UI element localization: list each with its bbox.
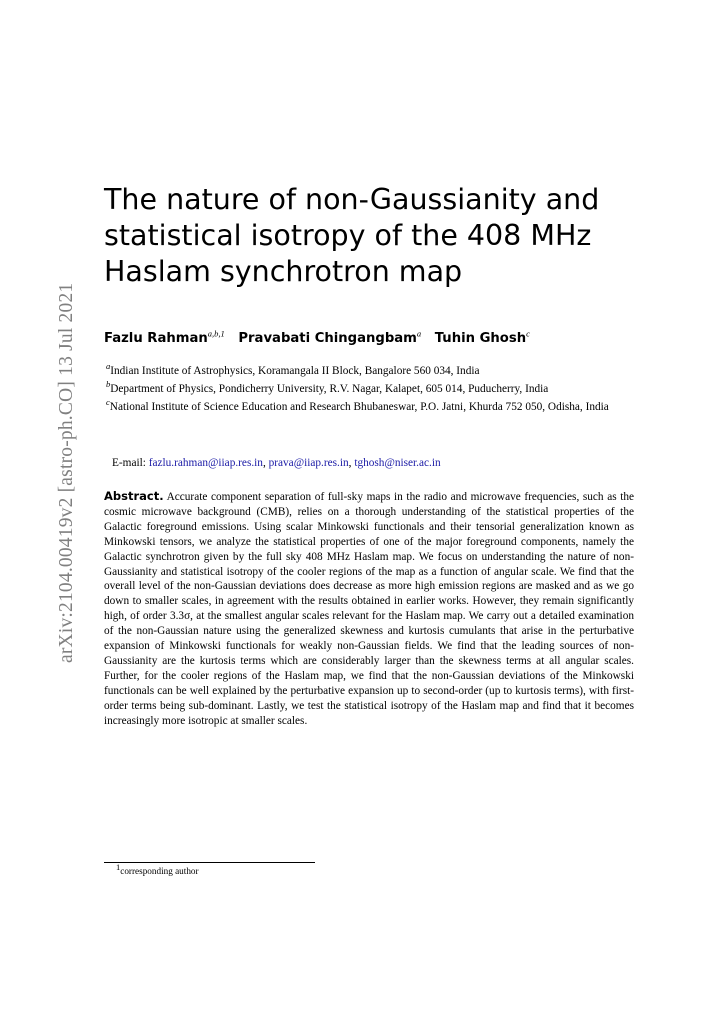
affiliation-mark: a — [106, 361, 111, 372]
author-3 — [434, 328, 530, 346]
author-1 — [104, 328, 225, 346]
author-2 — [238, 328, 422, 346]
author-affiliation-marks: a,b,1 — [207, 328, 225, 339]
affiliation-c — [106, 399, 636, 415]
footnote-divider — [104, 862, 315, 863]
author-name: Pravabati Chingangbam — [238, 331, 417, 346]
abstract-text: Accurate component separation of full-sky maps in the radio and microwave frequencies, such as the cosmic microwave background (CMB), relies on a thorough understanding of the statistical properties of the Galactic foreground emissions. Using scalar Minkowski functionals and their tensorial generalization known as Minkowski tensors, we analyze the statistical properties of one of the major foreground components, namely the Galactic synchrotron given by the full sky 408 MHz Haslam map. We focus on understanding the nature of non-Gaussianity and statistical isotropy of the cooler regions of the map as a function of angular scale. We find that the overall level of the non-Gaussian deviations does decrease as more high emission regions are masked and as we go down to smaller scales, in agreement with the results obtained in earlier works. However, they remain significantly high, of order 3.3σ, at the smallest angular scales relevant for the Haslam map. We carry out a detailed examination of the non-Gaussian nature using the generalized skewness and kurtosis cumulants that arise in the perturbative expansion of Minkowski functionals for weakly non-Gaussian fields. We find that the leading sources of non-Gaussianity are the kurtosis terms which are considerably larger than the skewness terms at all angular scales. Further, for the cooler regions of the Haslam map, we find that the non-Gaussian deviations of the Minkowski functionals can be well explained by the perturbative expansion up to second-order (up to kurtosis terms), with first-order terms being sub-dominant. Lastly, we test the statistical isotropy of the Haslam map and find that it becomes increasingly more isotropic at smaller scales. — [104, 491, 635, 727]
affiliation-b — [106, 381, 636, 397]
paper-title: The nature of non-Gaussianity and statistical isotropy of the 408 MHz Haslam synchrotron map — [104, 183, 600, 288]
affiliation-text: National Institute of Science Education and Research Bhubaneswar, P.O. Jatni, Khurda 752 050, Odisha, India — [109, 401, 609, 413]
email-link-2[interactable]: prava@iiap.res.in — [268, 457, 349, 469]
footnote-text: corresponding author — [120, 866, 199, 876]
affiliation-text: Department of Physics, Pondicherry University, R.V. Nagar, Kalapet, 605 014, Puducherry, India — [110, 383, 549, 395]
affiliation-mark: c — [106, 397, 110, 408]
affiliation-mark: b — [106, 379, 111, 390]
email-label: E-mail: — [112, 457, 146, 469]
abstract-heading: Abstract. — [104, 489, 164, 503]
email-link-3[interactable]: tghosh@niser.ac.in — [354, 457, 441, 469]
email-link-1[interactable]: fazlu.rahman@iiap.res.in — [148, 457, 263, 469]
email-line — [112, 457, 441, 469]
abstract — [104, 489, 634, 729]
author-name: Fazlu Rahman — [104, 331, 208, 346]
author-name: Tuhin Ghosh — [434, 331, 527, 346]
footnote-mark: 1 — [116, 861, 121, 872]
author-affiliation-marks: a — [416, 328, 422, 339]
author-list — [104, 328, 644, 346]
affiliation-text: Indian Institute of Astrophysics, Koramangala II Block, Bangalore 560 034, India — [110, 365, 480, 377]
author-affiliation-marks: c — [526, 328, 530, 339]
affiliation-a — [106, 363, 636, 379]
affiliation-list — [106, 363, 636, 417]
email-separator: , — [348, 457, 352, 469]
footnote — [116, 861, 199, 876]
arxiv-identifier-stamp: arXiv:2104.00419v2 [astro-ph.CO] 13 Jul 2021 — [56, 282, 77, 663]
email-separator: , — [262, 457, 266, 469]
